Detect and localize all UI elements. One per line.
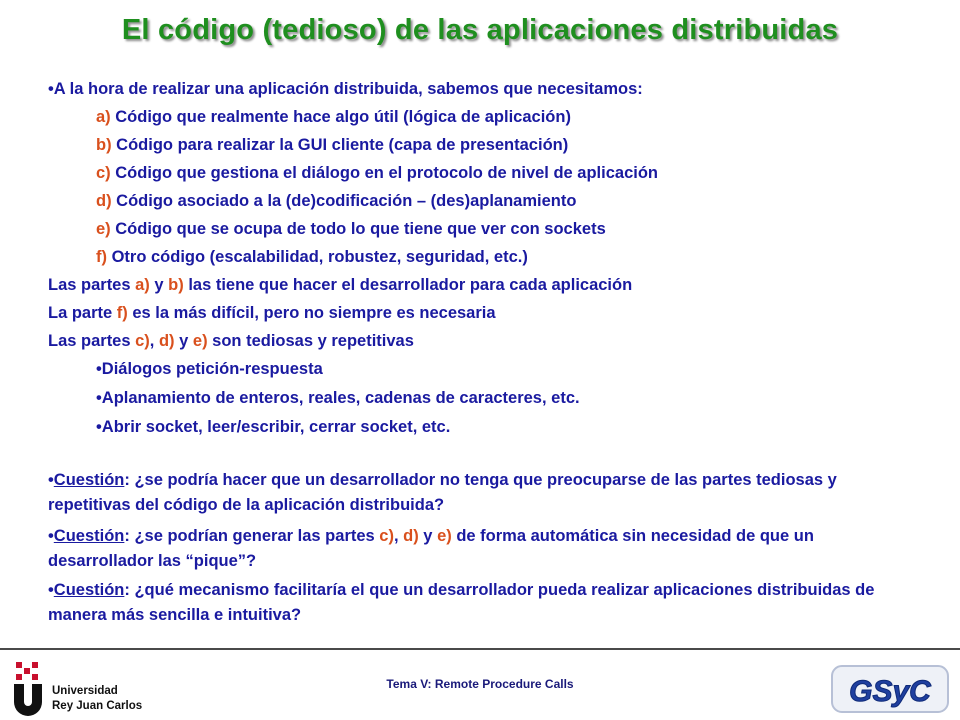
statement [48,274,632,296]
bullet-dot: • [96,389,102,407]
university-line1: Universidad [52,685,118,697]
item-text: Código que gestiona el diálogo en el protocolo de nivel de aplicación [115,164,659,182]
statement [48,330,414,352]
sub-bullet [96,358,323,380]
item-letter: d) [96,192,112,210]
item-letter: e) [192,332,208,350]
question-2 [48,524,908,574]
question-text: , [393,527,404,545]
footer-title: Tema V: Remote Procedure Calls [386,677,574,691]
sub-bullet [96,387,580,409]
statement-text: Las partes [48,276,136,294]
item-letter: e) [96,220,111,238]
statement [48,302,496,324]
statement-text: , [149,332,159,350]
statement-text: es la más difícil, pero no siempre es necesaria [127,304,496,322]
question-1 [48,468,908,518]
question-label: Cuestión [53,581,125,599]
sub-bullet-text: Diálogos petición-respuesta [101,360,323,378]
list-item [96,134,568,156]
statement-text: y [174,332,193,350]
list-item [96,106,571,128]
item-letter: c) [379,527,394,545]
question-text: : ¿se podría hacer que un desarrollador no tenga que preocuparse de las partes tediosas y repetitivas del código de la aplicación distribuida? [48,471,837,514]
sub-bullet-text: Aplanamiento de enteros, reales, cadenas de caracteres, etc. [101,389,580,407]
item-letter: a) [96,108,111,126]
svg-text:GSyC: GSyC [849,675,931,708]
statement-text: Las partes [48,332,136,350]
gsyc-logo-icon [830,658,950,716]
question-text: : ¿se podrían generar las partes [124,527,380,545]
intro-bullet [48,78,643,100]
item-letter: f) [96,248,107,266]
bullet-dot: • [48,527,54,545]
statement-text: las tiene que hacer el desarrollador para cada aplicación [183,276,633,294]
question-3 [48,578,908,628]
bullet-dot: • [96,360,102,378]
footer-divider [0,648,960,650]
sub-bullet-text: Abrir socket, leer/escribir, cerrar socket, etc. [101,418,451,436]
statement-text: y [149,276,169,294]
item-letter: d) [158,332,175,350]
bullet-dot: • [48,581,54,599]
item-text: Código que realmente hace algo útil (lógica de aplicación) [115,108,571,126]
item-text: Otro código (escalabilidad, robustez, seguridad, etc.) [111,248,528,266]
bullet-dot: • [48,471,54,489]
item-letter: d) [403,527,419,545]
list-item [96,246,528,268]
item-letter: f) [116,304,128,322]
item-text: Código que se ocupa de todo lo que tiene que ver con sockets [115,220,606,238]
intro-text: A la hora de realizar una aplicación distribuida, sabemos que necesitamos: [53,80,643,98]
bullet-dot: • [48,80,54,98]
question-label: Cuestión [53,471,125,489]
slide-title: El código (tedioso) de las aplicaciones distribuidas [121,14,839,46]
item-letter: c) [96,164,111,182]
university-line2: Rey Juan Carlos [52,700,143,712]
sub-bullet [96,416,450,438]
question-text: : ¿qué mecanismo facilitaría el que un desarrollador pueda realizar aplicaciones distribuidas de manera más sencilla e intuitiva? [48,581,875,624]
statement-text: La parte [48,304,117,322]
question-text: de forma automática sin necesidad de que un desarrollador las “pique”? [48,527,814,570]
list-item [96,218,606,240]
item-letter: c) [135,332,150,350]
item-letter: e) [437,527,452,545]
item-letter: b) [168,276,184,294]
bullet-dot: • [96,418,102,436]
question-label: Cuestión [53,527,125,545]
item-text: Código para realizar la GUI cliente (capa de presentación) [116,136,569,154]
statement-text: son tediosas y repetitivas [207,332,414,350]
item-letter: b) [96,136,112,154]
item-text: Código asociado a la (de)codificación – (des)aplanamiento [116,192,577,210]
question-text: y [418,527,438,545]
list-item [96,190,576,212]
item-letter: a) [135,276,150,294]
list-item [96,162,658,184]
